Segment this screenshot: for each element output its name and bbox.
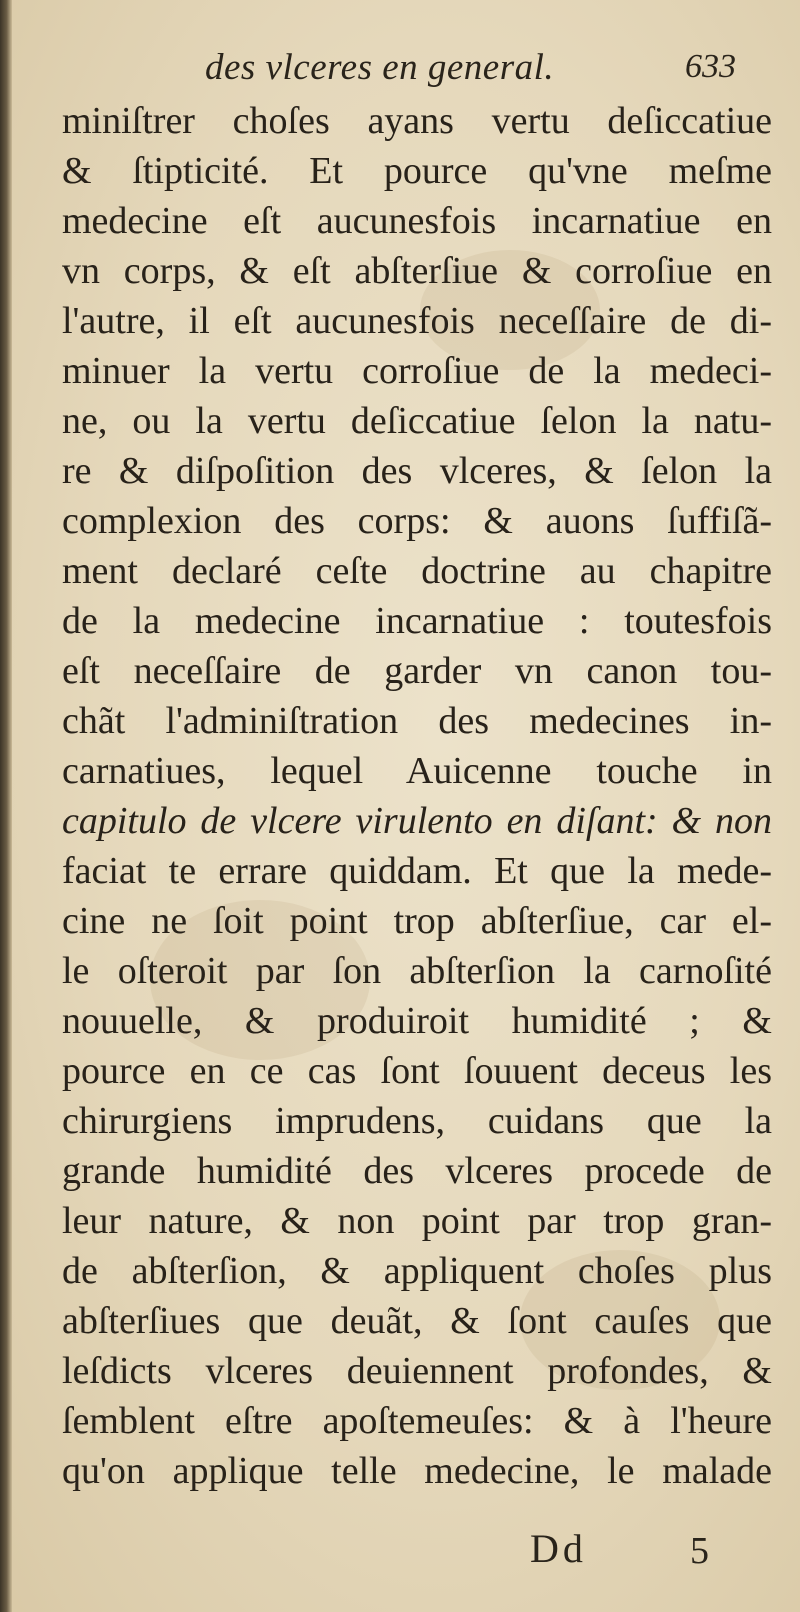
- text-line: chãt l'adminiſtration des medecines in-: [62, 700, 772, 742]
- text-line: carnatiues, lequel Auicenne touche in: [62, 750, 772, 792]
- text-line: medecine eſt aucunesfois incarnatiue en: [62, 200, 772, 242]
- signature-number: 5: [690, 1530, 709, 1572]
- signature-mark: Dd: [530, 1526, 587, 1571]
- text-line: l'autre, il eſt aucunesfois neceſſaire de di-: [62, 300, 772, 342]
- running-title: des vlceres en general.: [205, 47, 555, 88]
- text-line: & ſtipticité. Et pource qu'vne meſme: [62, 150, 772, 192]
- text-line: vn corps, & eſt abſterſiue & corroſiue en: [62, 250, 772, 292]
- page-header: [0, 38, 800, 98]
- text-line: pource en ce cas ſont ſouuent deceus les: [62, 1050, 772, 1092]
- text-line: minuer la vertu corroſiue de la medeci-: [62, 350, 772, 392]
- text-line: complexion des corps: & auons ſuffiſã-: [62, 500, 772, 542]
- text-line: leſdicts vlceres deuiennent profondes, &: [62, 1350, 772, 1392]
- text-line: ſemblent eſtre apoſtemeuſes: & à l'heure: [62, 1400, 772, 1442]
- text-line: leur nature, & non point par trop gran-: [62, 1200, 772, 1242]
- text-line: nouuelle, & produiroit humidité ; &: [62, 1000, 772, 1042]
- text-line: cine ne ſoit point trop abſterſiue, car el-: [62, 900, 772, 942]
- text-line: abſterſiues que deuãt, & ſont cauſes que: [62, 1300, 772, 1342]
- text-line: grande humidité des vlceres procede de: [62, 1150, 772, 1192]
- text-line: ment declaré ceſte doctrine au chapitre: [62, 550, 772, 592]
- binding-gutter: [0, 0, 12, 1612]
- text-line: eſt neceſſaire de garder vn canon tou-: [62, 650, 772, 692]
- text-line: le oſteroit par ſon abſterſion la carnoſité: [62, 950, 772, 992]
- text-line: de abſterſion, & appliquent choſes plus: [62, 1250, 772, 1292]
- text-line: re & diſpoſition des vlceres, & ſelon la: [62, 450, 772, 492]
- text-line: de la medecine incarnatiue : toutesfois: [62, 600, 772, 642]
- text-line: miniſtrer choſes ayans vertu deſiccatiue: [62, 100, 772, 142]
- page-footer: [0, 1525, 800, 1585]
- text-line: qu'on applique telle medecine, le malade: [62, 1450, 772, 1492]
- page-number: 633: [685, 48, 736, 85]
- body-text: [62, 96, 772, 1496]
- text-line: faciat te errare quiddam. Et que la mede-: [62, 850, 772, 892]
- text-line-latin: capitulo de vlcere virulento en diſant: & non: [62, 800, 772, 842]
- text-line: ne, ou la vertu deſiccatiue ſelon la natu-: [62, 400, 772, 442]
- text-line: chirurgiens imprudens, cuidans que la: [62, 1100, 772, 1142]
